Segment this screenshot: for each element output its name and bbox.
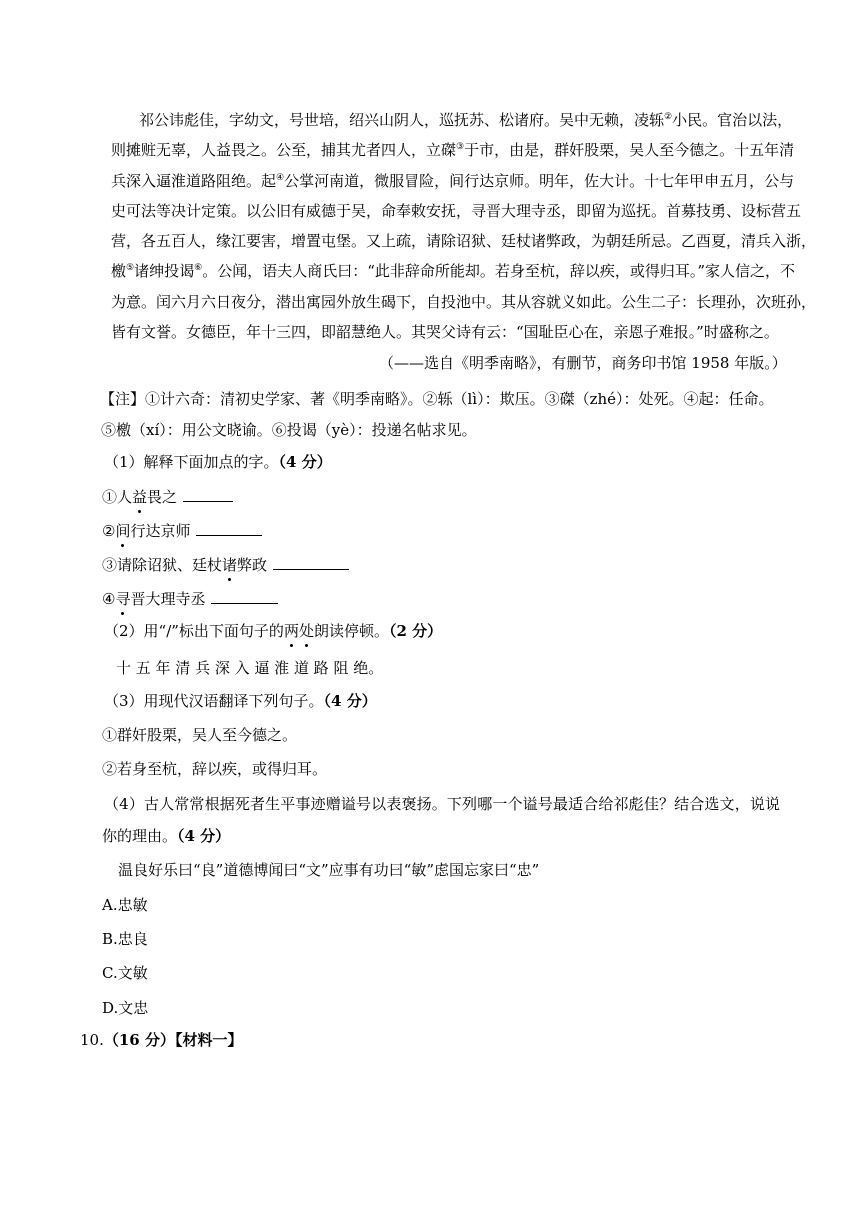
passage-line: 祁公讳彪佳，字幼文，号世培，绍兴山阴人，巡抚苏、松诸府。吴中无赖，凌轹②小民。官治以法， xyxy=(139,111,793,129)
option-d[interactable]: D.文忠 xyxy=(102,999,149,1017)
question-2-sentence: 十 五 年 清 兵 深 入 逼 淮 道 路 阻 绝。 xyxy=(116,659,384,677)
passage-line: 为意。闰六月六日夜分，潜出寓园外放生碣下，自投池中。其从容就义如此。公生二子：长理孙，次班孙， xyxy=(111,293,817,311)
question-4-title-cont: 你的理由。（4 分） xyxy=(102,827,231,845)
passage-line: 则摊赃无辜，人益畏之。公至，捕其尤者四人，立磔③于市，由是，群奸股栗，吴人至今德之。十五年清 xyxy=(111,141,795,159)
passage-line: 檄⑤诸绅投谒⑥。公闻，语夫人商氏曰：“此非辞命所能却。若身至杭，辞以疾，或得归耳。”家人信之，不 xyxy=(111,262,796,280)
question-1-item-a: ①人益畏之 xyxy=(102,486,233,507)
question-4-title: （4）古人常常根据死者生平事迹赠谥号以表褒扬。下列哪一个谥号最适合给祁彪佳？结合选文，说说 xyxy=(104,795,780,813)
posthumous-title-rules: 温良好乐曰“良”道德博闻曰“文”应事有功曰“敏”虑国忘家曰“忠” xyxy=(118,861,540,879)
question-2-title: （2）用“/”标出下面句子的两处朗读停顿。（2 分） xyxy=(104,622,443,640)
footnotes-line: 【注】①计六奇：清初史学家、著《明季南略》。②轹（lì）：欺压。③磔（zhé）：处死。④起：任命。 xyxy=(100,390,774,408)
question-3-sentence-2: ②若身至杭，辞以疾，或得归耳。 xyxy=(102,760,328,778)
option-b[interactable]: B.忠良 xyxy=(102,930,148,948)
answer-blank[interactable] xyxy=(211,588,278,604)
question-3-sentence-1: ①群奸股栗，吴人至今德之。 xyxy=(102,726,298,744)
footnotes-line: ⑤檄（xí）：用公文晓谕。⑥投谒（yè）：投递名帖求见。 xyxy=(101,421,477,439)
source-citation: （——选自《明季南略》，有删节，商务印书馆 1958 年版。） xyxy=(379,354,787,372)
question-1-item-d: ④寻晋大理寺丞 xyxy=(102,588,278,609)
passage-line: 兵深入逼淮道路阻绝。起④公掌河南道，微服冒险，间行达京师。明年，佐大计。十七年甲申五月，公与 xyxy=(111,172,795,190)
question-1-title: （1）解释下面加点的字。（4 分） xyxy=(104,453,332,471)
answer-blank[interactable] xyxy=(196,520,262,536)
question-10-heading: 10.（16 分）【材料一】 xyxy=(80,1031,243,1049)
question-1-item-c: ③请除诏狱、廷杖诸弊政 xyxy=(102,554,349,575)
passage-line: 营，各五百人，缘江要害，增置屯堡。又上疏，请除诏狱、廷杖诸弊政，为朝廷所忌。乙酉夏，清兵入浙， xyxy=(111,232,817,250)
answer-blank[interactable] xyxy=(273,554,349,570)
passage-line: 皆有文誉。女德臣，年十三四，即韶慧绝人。其哭父诗有云：“国耻臣心在，亲恩子难报。”时盛称之。 xyxy=(111,323,779,341)
passage-line: 史可法等决计定策。以公旧有威德于吴，命奉敕安抚，寻晋大理寺丞，即留为巡抚。首募技勇、设标营五 xyxy=(111,202,802,220)
question-1-item-b: ②间行达京师 xyxy=(102,520,262,541)
option-c[interactable]: C.文敏 xyxy=(102,964,148,982)
option-a[interactable]: A.忠敏 xyxy=(102,896,148,914)
question-3-title: （3）用现代汉语翻译下列句子。（4 分） xyxy=(104,692,377,710)
answer-blank[interactable] xyxy=(183,486,233,502)
